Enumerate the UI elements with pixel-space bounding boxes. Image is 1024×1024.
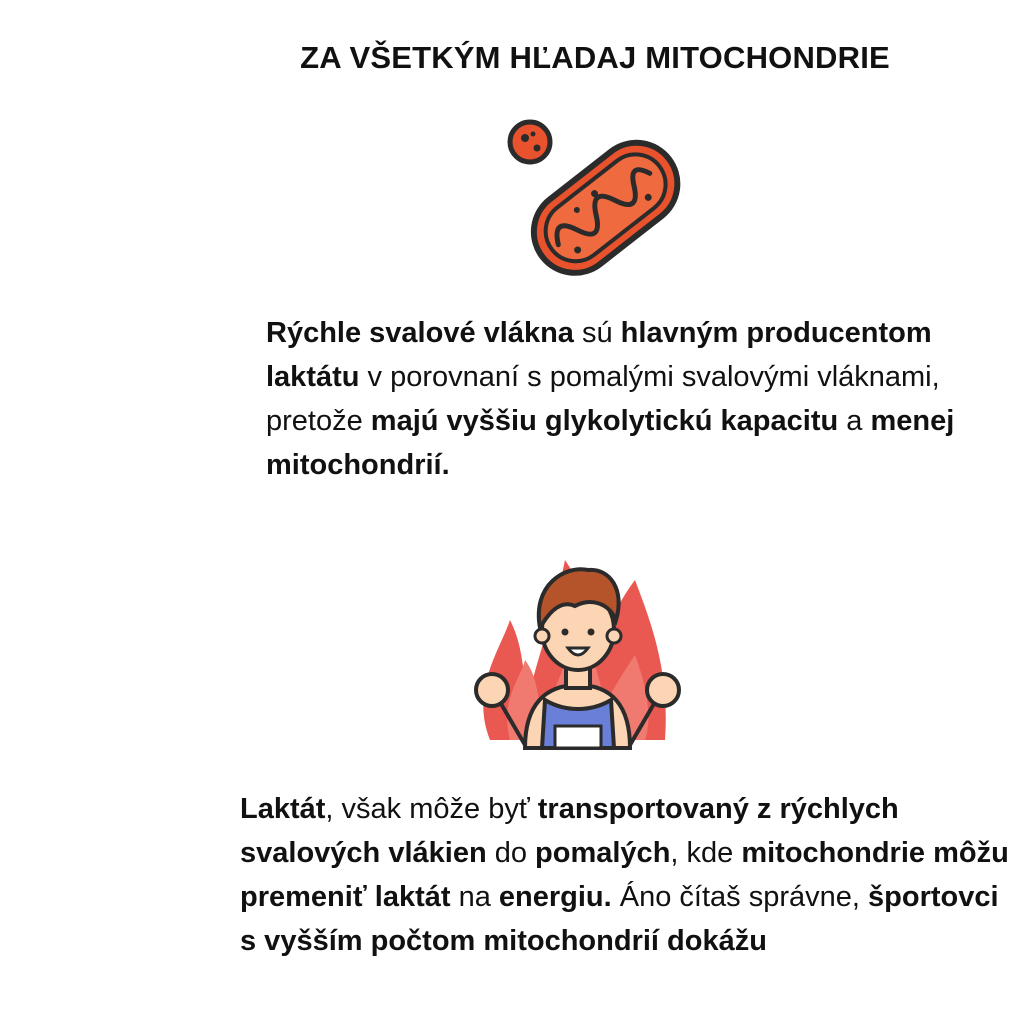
paragraph-lactate-transport: Laktát, však môže byť transportovaný z rýchlych svalových vlákien do pomalých, kde mitochondrie môžu premeniť laktát na energiu. Áno čítaš správne, športovci s vyšším počtom mitochondrií dokážu [240, 793, 1009, 957]
mitochondrion-icon [505, 112, 685, 277]
paragraph-fast-fibers: Rýchle svalové vlákna sú hlavným producentom laktátu v porovnaní s pomalými svalovými vláknami, pretože majú vyššiu glykolytickú kapacitu a menej mitochondrií. [266, 317, 955, 481]
page-title: ZA VŠETKÝM HĽADAJ MITOCHONDRIE [300, 40, 890, 75]
athlete-flames-icon [470, 540, 685, 750]
